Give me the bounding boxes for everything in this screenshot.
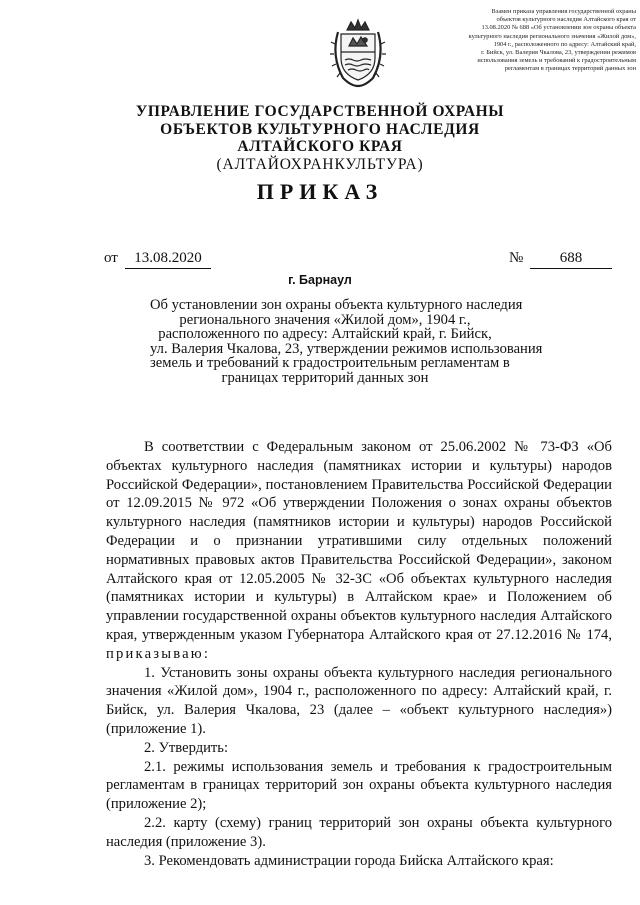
replacement-note-line: г. Бийск, ул. Валерия Чкалова, 23, утверждении режимов bbox=[481, 49, 636, 57]
preamble-paragraph bbox=[106, 438, 612, 664]
replacement-note-line: объектов культурного наследия Алтайского края от bbox=[496, 16, 636, 24]
agency-name-line: УПРАВЛЕНИЕ ГОСУДАРСТВЕННОЙ ОХРАНЫ bbox=[135, 103, 505, 120]
number-sign: № bbox=[509, 250, 524, 266]
replacement-note-line: 1904 г., расположенного по адресу: Алтайский край, bbox=[493, 40, 636, 48]
city-name: г. Барнаул bbox=[288, 273, 352, 287]
document-type-title: ПРИКАЗ bbox=[256, 179, 384, 204]
order-date: 13.08.2020 bbox=[125, 250, 211, 269]
agency-name-line: АЛТАЙСКОГО КРАЯ bbox=[237, 138, 403, 155]
subject-line: ул. Валерия Чкалова, 23, утверждении режимов использования bbox=[150, 340, 543, 357]
order-subject bbox=[150, 297, 543, 386]
agency-name-line: ОБЪЕКТОВ КУЛЬТУРНОГО НАСЛЕДИЯ bbox=[160, 120, 480, 138]
replacement-note-line: использования земель и требований к градостроительным bbox=[477, 57, 636, 65]
replacement-note-line: культурного наследия регионального значения «Жилой дом», bbox=[468, 32, 636, 40]
subject-line: земель и требований к градостроительным регламентам в bbox=[150, 355, 510, 372]
replacement-note-line: регламентам в границах территорий данных зон bbox=[504, 65, 636, 73]
agency-short-name: (АЛТАЙОХРАНКУЛЬТУРА) bbox=[216, 155, 424, 173]
subject-line: Об установлении зон охраны объекта культурного наследия bbox=[150, 297, 523, 313]
clause-1: 1. Установить зоны охраны объекта культурного наследия регионального значения «Жилой дом», 1904 г., расположенного по адресу: Алтайский край, г. Бийск, ул. Валерия Чкалова, 23 (далее – «объект культурного наследия») (приложение 1). bbox=[106, 664, 612, 737]
preamble-text: В соответствии с Федеральным законом от 25.06.2002 № 73-ФЗ «Об объектах культурного наследия (памятниках истории и культуры) народов Российской Федерации», постановлением Правительства Российской Федерации от 12.09.2015 № 972 «Об утверждении Положения о зонах охраны объектов культурного наследия (памятников истории и культуры) народов Российской Федерации и о признании утратившими силу отдельных положений нормативных правовых актов Правительства Российской Федерации», законом Алтайского края от 12.05.2005 № 32-ЗС «Об объектах культурного наследия (памятниках истории и культуры) в Алтайском крае» и Положением об управлении государственной охраны объектов культурного наследия Алтайского края, утвержденным указом Губернатора Алтайского края от 27.12.2016 № 174, bbox=[106, 439, 612, 643]
clause-3: 3. Рекомендовать администрации города Бийска Алтайского края: bbox=[144, 852, 554, 869]
replacement-note-line: 13.08.2020 № 688 «Об установлении зон охраны объекта bbox=[481, 24, 636, 32]
order-number: 688 bbox=[530, 250, 612, 269]
agency-name-block bbox=[100, 103, 540, 173]
replacement-note bbox=[408, 8, 636, 74]
decree-word: приказываю: bbox=[106, 645, 211, 662]
clause-2-2: 2.2. карту (схему) границ территорий зон охраны объекта культурного наследия (приложение 3). bbox=[106, 814, 612, 850]
subject-line: границах территорий данных зон bbox=[221, 369, 429, 386]
subject-line: регионального значения «Жилой дом», 1904 г., bbox=[179, 311, 471, 328]
subject-line: расположенного по адресу: Алтайский край, г. Бийск, bbox=[158, 326, 492, 343]
clause-2: 2. Утвердить: bbox=[144, 739, 229, 756]
replacement-note-line: Взамен приказа управления государственной охраны bbox=[491, 8, 636, 15]
clause-2-1: 2.1. режимы использования земель и требования к градостроительным регламентам в границах территорий зон охраны объекта культурного наследия (приложение 2); bbox=[106, 758, 612, 813]
order-body bbox=[106, 438, 612, 870]
date-prefix: от bbox=[104, 250, 118, 266]
coat-of-arms-icon bbox=[329, 18, 387, 88]
